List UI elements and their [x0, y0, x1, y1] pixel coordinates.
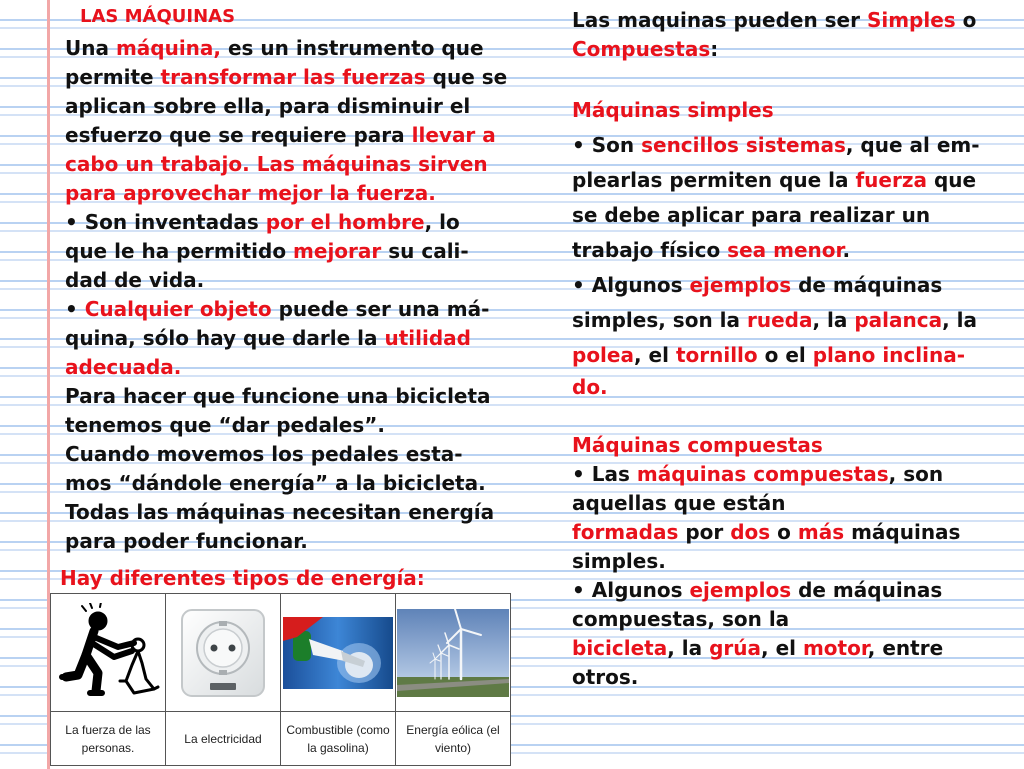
text-line — [65, 382, 535, 411]
highlight-text: polea — [572, 343, 634, 367]
body-text: para poder funcionar. — [65, 529, 308, 553]
body-text: : — [710, 37, 719, 61]
highlight-text: plano inclina- — [812, 343, 966, 367]
caption-line: la gasolina) — [307, 740, 369, 755]
highlight-text: más — [797, 520, 845, 544]
body-text: , la — [667, 636, 710, 660]
body-text: de máquinas — [791, 273, 943, 297]
highlight-text: sencillos sistemas — [641, 133, 846, 157]
body-text: , son — [888, 462, 944, 486]
text-line — [572, 373, 1012, 402]
caption-cell — [396, 712, 511, 766]
highlight-text: llevar a — [411, 123, 496, 147]
body-text: . — [842, 238, 851, 262]
highlight-text: para aprovechar mejor la fuerza. — [65, 181, 436, 205]
text-line — [572, 547, 1012, 576]
highlight-text: por el hombre — [265, 210, 425, 234]
body-text: , que al em- — [845, 133, 980, 157]
highlight-text: Simples — [866, 8, 956, 32]
body-text: aquellas que están — [572, 491, 786, 515]
paragraph-gap — [572, 402, 1012, 431]
wind-turbine-icon — [397, 609, 509, 697]
body-text: esfuerzo que se requiere para — [65, 123, 412, 147]
table-cell — [281, 594, 396, 712]
body-text: Todas las máquinas necesitan energía — [65, 500, 495, 524]
highlight-text: Máquinas simples — [572, 98, 774, 122]
person-pushing-icon — [56, 603, 160, 703]
caption-line: La electricidad — [184, 731, 262, 746]
body-text: trabajo físico — [572, 238, 728, 262]
body-text: dad de vida. — [65, 268, 205, 292]
text-line — [65, 34, 535, 63]
text-line — [572, 198, 1012, 233]
highlight-text: Cualquier objeto — [84, 297, 272, 321]
highlight-text: Máquinas compuestas — [572, 433, 823, 457]
text-line — [572, 93, 1012, 128]
body-text: plearlas permiten que la — [572, 168, 856, 192]
left-body-text — [65, 34, 535, 556]
right-body-text — [572, 6, 1012, 692]
body-text: que se — [425, 65, 508, 89]
text-line — [572, 634, 1012, 663]
text-line — [572, 233, 1012, 268]
body-text: Cuando movemos los pedales esta- — [65, 442, 463, 466]
text-line — [572, 303, 1012, 338]
text-line — [572, 268, 1012, 303]
text-line — [572, 163, 1012, 198]
text-line — [65, 208, 535, 237]
text-line — [572, 663, 1012, 692]
text-line — [572, 128, 1012, 163]
highlight-text: fuerza — [855, 168, 927, 192]
text-line — [572, 35, 1012, 64]
caption-cell — [51, 712, 166, 766]
body-text: o el — [757, 343, 813, 367]
body-text: simples, son la — [572, 308, 747, 332]
paragraph-gap — [572, 64, 1012, 93]
highlight-text: formadas — [572, 520, 679, 544]
body-text: , el — [633, 343, 676, 367]
fuel-pump-icon — [283, 617, 393, 689]
text-line — [65, 469, 535, 498]
text-line — [65, 324, 535, 353]
text-line — [572, 338, 1012, 373]
table-cell — [51, 594, 166, 712]
body-text: máquinas — [844, 520, 961, 544]
table-cell — [396, 594, 511, 712]
highlight-text: adecuada. — [65, 355, 182, 379]
body-text: , lo — [424, 210, 460, 234]
text-line — [572, 576, 1012, 605]
highlight-text: ejemplos — [689, 273, 792, 297]
body-text: mos “dándole energía” a la bicicleta. — [65, 471, 486, 495]
text-line — [572, 518, 1012, 547]
highlight-text: máquinas compuestas — [636, 462, 889, 486]
body-text: tenemos que “dar pedales”. — [65, 413, 385, 437]
text-line — [65, 237, 535, 266]
highlight-text: sea menor — [727, 238, 843, 262]
body-text: permite — [65, 65, 161, 89]
body-text: que le ha permitido — [65, 239, 294, 263]
text-line — [65, 150, 535, 179]
body-text: otros. — [572, 665, 639, 689]
caption-line: Energía eólica (el — [406, 722, 500, 737]
caption-line: Combustible (como — [286, 722, 390, 737]
highlight-text: grúa — [709, 636, 762, 660]
body-text: , entre — [867, 636, 944, 660]
text-line — [572, 6, 1012, 35]
body-text: • Algunos — [572, 273, 690, 297]
caption-line: viento) — [434, 740, 472, 755]
caption-line: personas. — [81, 740, 135, 755]
table-row-captions — [51, 712, 511, 766]
body-text: que — [927, 168, 977, 192]
body-text: o — [770, 520, 798, 544]
body-text: Una — [65, 36, 116, 60]
body-text: Las maquinas pueden ser — [572, 8, 867, 32]
text-line — [65, 179, 535, 208]
table-row-images — [51, 594, 511, 712]
text-line — [65, 498, 535, 527]
body-text: o — [955, 8, 977, 32]
highlight-text: do. — [572, 375, 608, 399]
highlight-text: motor — [802, 636, 868, 660]
page-title: LAS MÁQUINAS — [80, 6, 236, 27]
body-text: • Algunos — [572, 578, 690, 602]
highlight-text: palanca — [854, 308, 943, 332]
highlight-text: ejemplos — [689, 578, 792, 602]
highlight-text: utilidad — [384, 326, 471, 350]
text-line — [572, 489, 1012, 518]
text-line — [65, 121, 535, 150]
caption-line: La fuerza de las — [65, 722, 151, 737]
highlight-text: bicicleta — [572, 636, 668, 660]
highlight-text: rueda — [746, 308, 813, 332]
highlight-text: mejorar — [293, 239, 382, 263]
body-text: • Las — [572, 462, 637, 486]
body-text: • Son — [572, 133, 642, 157]
body-text: • — [65, 297, 85, 321]
body-text: compuestas, son la — [572, 607, 790, 631]
text-line — [65, 92, 535, 121]
body-text: de máquinas — [791, 578, 943, 602]
energy-types-heading: Hay diferentes tipos de energía: — [60, 566, 425, 590]
text-line — [65, 63, 535, 92]
text-line — [572, 460, 1012, 489]
energy-types-table — [50, 593, 511, 766]
body-text: su cali- — [381, 239, 469, 263]
text-line — [65, 440, 535, 469]
body-text: Para hacer que funcione una bicicleta — [65, 384, 491, 408]
body-text: puede ser una má- — [271, 297, 490, 321]
highlight-text: transformar las fuerzas — [160, 65, 426, 89]
body-text: por — [678, 520, 731, 544]
highlight-text: tornillo — [675, 343, 758, 367]
caption-cell — [166, 712, 281, 766]
text-line — [65, 411, 535, 440]
body-text: simples. — [572, 549, 666, 573]
body-text: quina, sólo hay que darle la — [65, 326, 385, 350]
text-line — [65, 527, 535, 556]
electric-outlet-icon — [178, 604, 268, 702]
highlight-text: máquina, — [115, 36, 222, 60]
body-text: se debe aplicar para realizar un — [572, 203, 931, 227]
body-text: , la — [812, 308, 855, 332]
body-text: , el — [761, 636, 803, 660]
text-line — [572, 431, 1012, 460]
text-line — [65, 353, 535, 382]
text-line — [65, 295, 535, 324]
table-cell — [166, 594, 281, 712]
text-line — [65, 266, 535, 295]
text-line — [572, 605, 1012, 634]
body-text: • Son inventadas — [65, 210, 266, 234]
highlight-text: cabo un trabajo. Las máquinas sirven — [65, 152, 488, 176]
caption-cell — [281, 712, 396, 766]
body-text: aplican sobre ella, para disminuir el — [65, 94, 471, 118]
highlight-text: dos — [730, 520, 771, 544]
body-text: es un instrumento que — [221, 36, 484, 60]
body-text: , la — [942, 308, 978, 332]
highlight-text: Compuestas — [572, 37, 711, 61]
